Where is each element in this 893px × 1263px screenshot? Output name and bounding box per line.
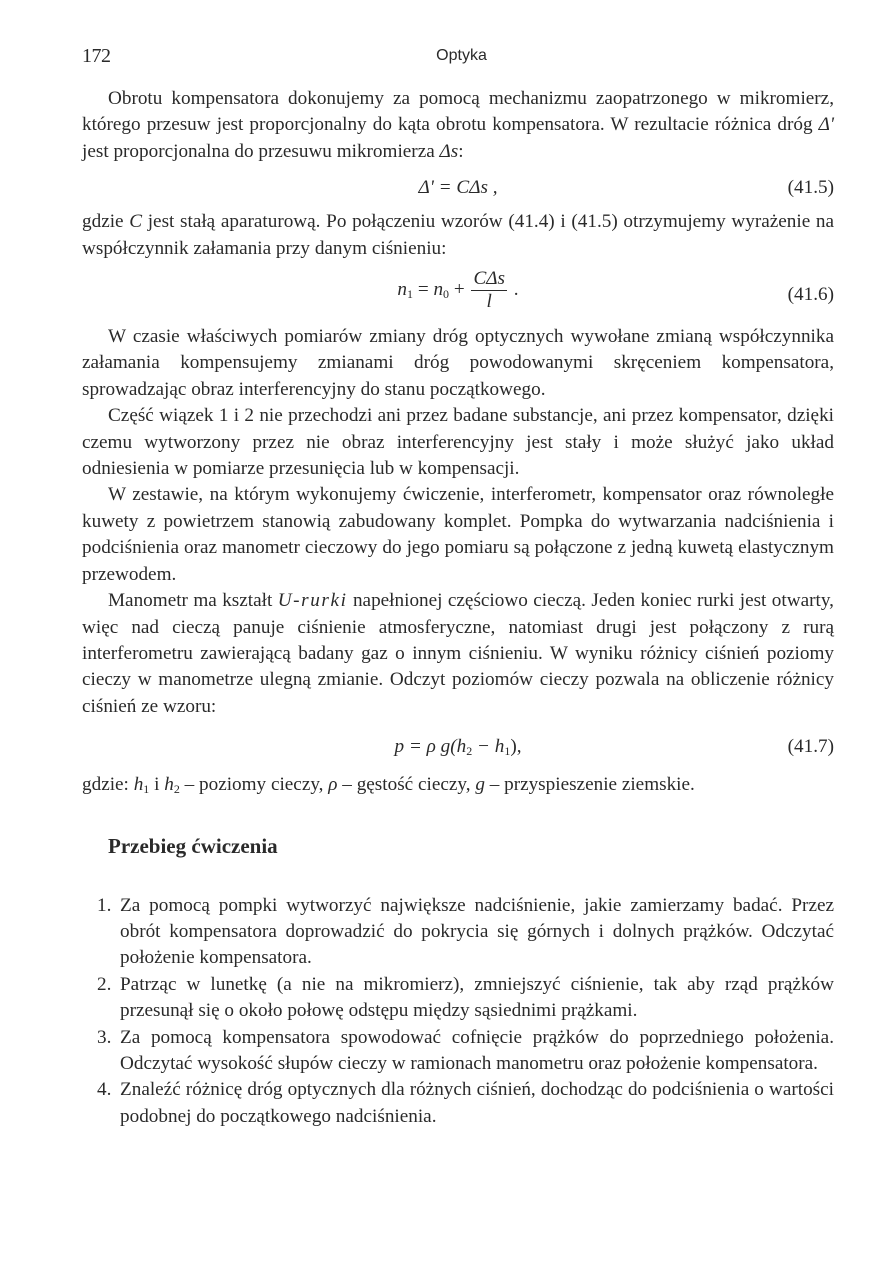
list-marker: 1. <box>97 894 112 916</box>
symbol-h: h <box>133 774 144 796</box>
subscript: 1 <box>504 744 511 759</box>
subscript: 1 <box>143 782 150 797</box>
equation-41-6 <box>82 262 834 324</box>
equation-expression <box>82 268 834 313</box>
list-item-text: Za pomocą pompki wytworzyć największe nadciśnienie, jakie zamierzamy badać. Przez obrót kompensatora doprowadzić do pokrycia się górnych i dolnych prążków. Odczytać położenie kompensatora. <box>120 894 834 969</box>
paragraph-measurements: W czasie właściwych pomiarów zmiany dróg optycznych wywołane zmianą współczynnika załamania kompensujemy zmianami dróg powodowanymi skręceniem kompensatora, sprowadzając obraz interferencyjny do stanu początkowego. <box>82 326 834 400</box>
fraction <box>471 268 507 313</box>
symbol-n: n <box>433 278 444 300</box>
equation-41-7 <box>82 720 834 772</box>
text-span: napełnionej częściowo cieczą. Jeden koniec rurki jest otwarty, więc nad cieczą panuje ciśnienie atmosferyczne, natomiast drugi jest połączony z rurą interferometru zawierającą badany gaz o innym ciśnieniu. W wyniku różnicy ciśnień poziomy cieczy w manometrze ulegną zmianie. Odczyt poziomów cieczy pozwala na obliczenie różnicy ciśnień ze wzoru: <box>82 590 834 717</box>
equation-expression <box>82 734 834 760</box>
text-span: gdzie: <box>82 774 134 796</box>
expression-part: p = ρ g(h <box>394 736 467 758</box>
running-title: Optyka <box>436 47 487 64</box>
paragraph-apparatus-constant <box>82 209 834 262</box>
text-span: jest stałą aparaturową. Po połączeniu wzorów (41.4) i (41.5) otrzymujemy wyrażenie na współczynnik załamania przy danym ciśnieniu: <box>82 211 834 259</box>
expression-part: − h <box>472 736 505 758</box>
equation-expression: Δ' = CΔs , <box>418 177 498 199</box>
equation-41-5 <box>82 165 834 209</box>
list-item <box>82 972 834 1025</box>
page-body <box>82 86 834 1130</box>
text-span: Manometr ma kształt <box>108 590 278 612</box>
symbol-c: C <box>129 211 143 233</box>
symbol-h: h <box>164 774 174 796</box>
text-span: : <box>458 140 464 162</box>
paragraph-reference-beams: Część wiązek 1 i 2 nie przechodzi ani przez badane substancje, ani przez kompensator, dzięki czemu wytworzony przez nie obraz interferencyjny jest stały i może służyć jako układ odniesienia w pomiarze przesunięcia lub w kompensacji. <box>82 405 834 480</box>
emphasis-u-tube: U-rurki <box>277 590 348 612</box>
symbol-n: n <box>397 278 408 300</box>
subscript: 1 <box>407 286 414 301</box>
text-span: – poziomy cieczy, <box>179 774 329 796</box>
text-span: – przyspieszenie ziemskie. <box>484 774 695 796</box>
symbol-g: g <box>475 774 485 796</box>
symbol-rho: ρ <box>328 774 338 796</box>
list-item-text: Znaleźć różnicę dróg optycznych dla różnych ciśnień, dochodząc do podciśnienia o wartości podobnej do początkowego nadciśnienia. <box>120 1079 834 1127</box>
punctuation: . <box>508 278 519 300</box>
procedure-steps <box>82 893 834 1131</box>
equation-number: (41.6) <box>787 284 834 306</box>
denominator: l <box>486 291 492 313</box>
symbol-delta-s: Δs <box>439 140 459 162</box>
text-span: Obrotu kompensatora dokonujemy za pomocą mechanizmu zaopatrzonego w mikromierz, którego przesuw jest proporcjonalny do kąta obrotu kompensatora. W rezultacie różnica dróg <box>82 88 834 136</box>
list-item <box>82 893 834 972</box>
list-marker: 2. <box>97 973 112 995</box>
paragraph-setup: W zestawie, na którym wykonujemy ćwiczenie, interferometr, kompensator oraz równoległe kuwety z powietrzem stanowią zabudowany komplet. Pompka do wytwarzania nadciśnienia i podciśnienia oraz manometr cieczowy do jego pomiaru są połączone z jedną kuwetą elastycznym przewodem. <box>82 484 834 585</box>
list-item-text: Patrząc w lunetkę (a nie na mikromierz), zmniejszyć ciśnienie, tak aby rząd prążków przesunął się o około połowę odstępu między sąsiednimi prążkami. <box>120 973 834 1022</box>
page-number: 172 <box>82 45 111 67</box>
text-span: gdzie <box>82 211 130 233</box>
list-item <box>82 1025 834 1078</box>
paragraph-compensator-rotation <box>82 86 834 165</box>
subscript: 2 <box>173 782 180 797</box>
text-span: i <box>149 774 165 796</box>
punctuation: ), <box>510 736 522 758</box>
list-item <box>82 1077 834 1130</box>
text-span: jest proporcjonalna do przesuwu mikromierza <box>82 140 440 162</box>
numerator: CΔs <box>473 268 505 290</box>
section-heading: Przebieg ćwiczenia <box>108 833 278 858</box>
text-span: – gęstość cieczy, <box>337 774 476 796</box>
paragraph-manometer <box>82 588 834 720</box>
subscript: 2 <box>466 744 473 759</box>
operator: + <box>449 278 470 300</box>
list-marker: 3. <box>97 1026 112 1048</box>
subscript: 0 <box>443 286 450 301</box>
list-item-text: Za pomocą kompensatora spowodować cofnięcie prążków do poprzedniego położenia. Odczytać wysokość słupów cieczy w ramionach manometru oraz położenie kompensatora. <box>120 1026 834 1074</box>
symbol-delta-prime: Δ' <box>818 114 834 136</box>
equation-number: (41.5) <box>787 177 834 199</box>
list-marker: 4. <box>97 1079 112 1101</box>
paragraph-symbols-legend <box>82 772 834 798</box>
operator: = <box>413 278 434 300</box>
equation-number: (41.7) <box>787 736 834 758</box>
